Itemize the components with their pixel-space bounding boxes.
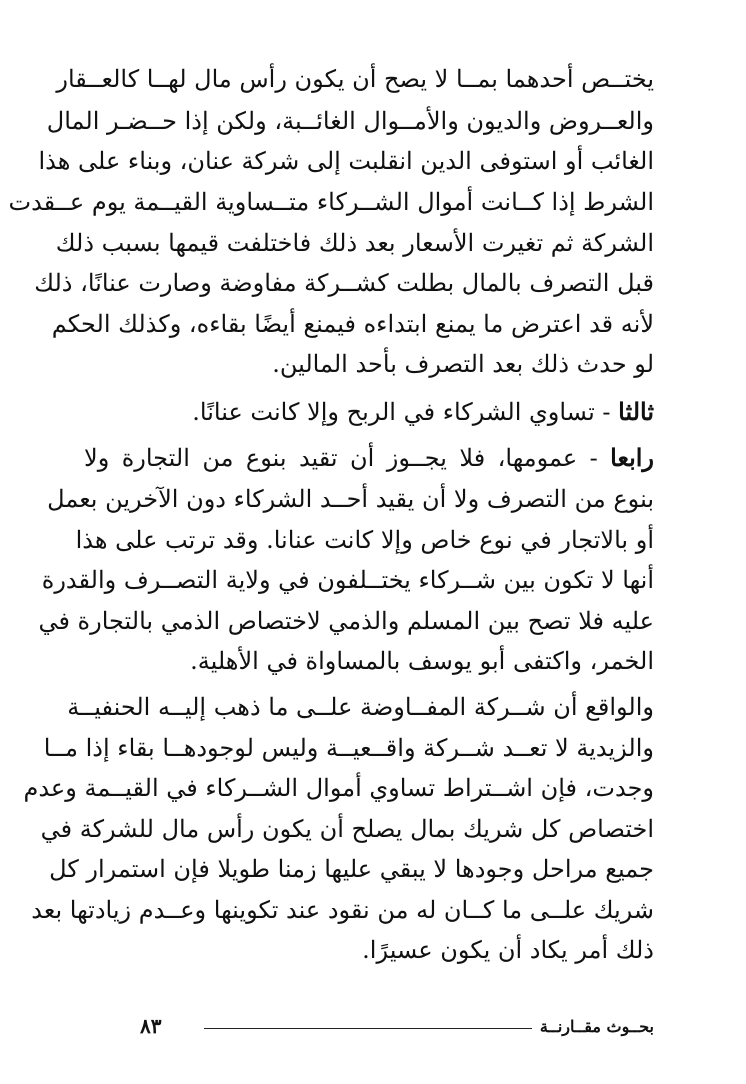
page-number: ٨٣ xyxy=(140,1014,162,1038)
page-footer xyxy=(98,1016,654,1044)
condition-three-label: ثالثا xyxy=(618,397,654,426)
text-line: الشركة ثم تغيرت الأسعار بعد ذلك فاختلفت قيمها بسبب ذلك xyxy=(55,229,654,257)
text-line: عليه فلا تصح بين المسلم والذمي لاختصاص الذمي بالتجارة في xyxy=(38,607,654,635)
text-line: قبل التصرف بالمال بطلت كشــركة مفاوضة وصارت عنانًا، ذلك xyxy=(34,269,654,297)
condition-three xyxy=(84,397,654,427)
condition-four-label: رابعا xyxy=(610,443,654,472)
text-line: والواقع أن شــركة المفــاوضة علــى ما ذهب إليــه الحنفيــة xyxy=(67,693,654,721)
text-line: الغائب أو استوفى الدين انقلبت إلى شركة عنان، وبناء على هذا xyxy=(38,147,654,175)
text-line: جميع مراحل وجودها لا يبقي عليها زمنا طويلا فإن استمرار كل xyxy=(49,855,654,883)
text-line: شريك علــى ما كــان له من نقود عند تكوينها وعــدم زيادتها بعد xyxy=(31,896,654,924)
text-line: أو بالاتجار في نوع خاص وإلا كانت عنانا. وقد ترتب على هذا xyxy=(75,526,654,554)
text-line: الخمر، واكتفى أبو يوسف بالمساواة في الأهلية. xyxy=(190,647,654,675)
text-line: الشرط إذا كــانت أموال الشــركاء متــساوية القيــمة يوم عــقدت xyxy=(8,188,654,216)
running-title: بحــوث مقــارنــة xyxy=(539,1017,654,1036)
condition-four-first-line xyxy=(84,443,654,473)
text-line: والعــروض والديون والأمــوال الغائــبة، ولكن إذا حــضـر المال xyxy=(46,107,654,135)
text-line: بنوع من التصرف ولا أن يقيد أحــد الشركاء دون الآخرين بعمل xyxy=(47,485,654,513)
condition-four-text: - عمومها، فلا يجــوز أن تقيد بنوع من التجارة ولا xyxy=(84,444,611,472)
text-line: ذلك أمر يكاد أن يكون عسيرًا. xyxy=(362,936,654,964)
footer-divider xyxy=(204,1028,532,1029)
text-line: يختــص أحدهما بمــا لا يصح أن يكون رأس مال لهــا كالعــقار xyxy=(56,65,654,93)
condition-three-text: - تساوي الشركاء في الربح وإلا كانت عنانًا. xyxy=(192,398,619,426)
text-line: أنها لا تكون بين شــركاء يختــلفون في ولاية التصــرف والقدرة xyxy=(41,566,654,594)
text-line: اختصاص كل شريك بمال يصلح أن يكون رأس مال للشركة في xyxy=(40,815,654,843)
text-line: والزيدية لا تعــد شــركة واقــعيــة وليس لوجودهــا بقاء إذا مــا xyxy=(43,734,654,762)
text-line: لأنه قد اعترض ما يمنع ابتداءه فيمنع أيضًا بقاءه، وكذلك الحكم xyxy=(51,310,654,338)
text-line: وجدت، فإن اشــتراط تساوي أموال الشــركاء في القيــمة وعدم xyxy=(23,774,654,802)
text-line: لو حدث ذلك بعد التصرف بأحد المالين. xyxy=(272,350,654,378)
